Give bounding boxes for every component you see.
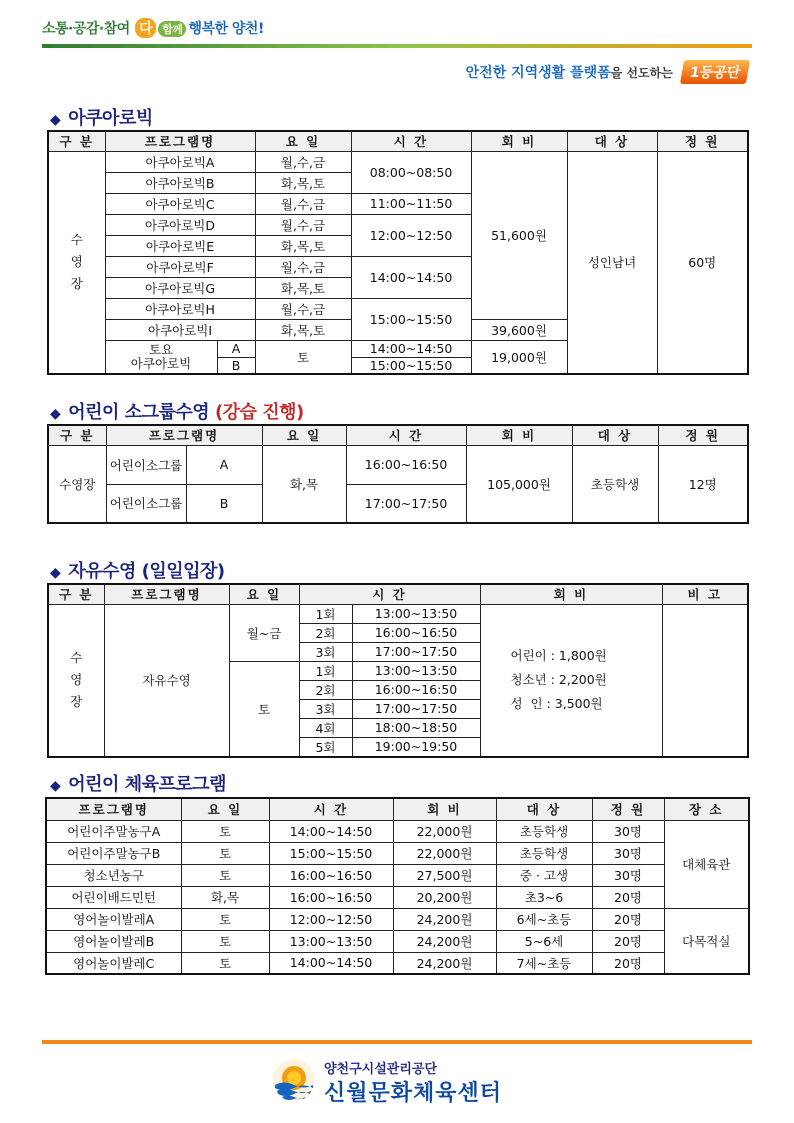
program-time: 16:00~16:50 [346,445,466,484]
sat-days: 토 [255,340,351,374]
section-title-kids-sports [50,770,226,796]
table-row [46,842,749,864]
program-time: 08:00~08:50 [351,151,471,193]
session-no: 1회 [299,661,352,680]
fee-line: 성 인 : 3,500원 [510,696,603,711]
col-header: 회 비 [466,425,572,445]
program-time: 12:00~12:50 [351,214,471,256]
division-cell [48,604,104,757]
program-name: 청소년농구 [46,864,181,886]
division-char: 영 [70,254,83,270]
program-time: 16:00~16:50 [269,864,393,886]
session-time: 13:00~13:50 [352,604,480,623]
program-fee: 22,000원 [393,820,496,842]
program-days: 토 [181,930,269,952]
program-name: 영어놀이발레B [46,930,181,952]
footer-org: 양천구시설관리공단 [324,1062,438,1077]
program-days: 화,목,토 [255,172,351,193]
footer-divider [42,1040,752,1044]
program-name: 아쿠아로빅E [105,235,255,256]
program-target: 초등학생 [572,445,658,523]
program-days: 월,수,금 [255,214,351,235]
program-days: 토 [229,661,299,757]
col-header: 비 고 [662,584,748,604]
session-time: 18:00~18:50 [352,718,480,737]
program-time: 14:00~14:50 [269,820,393,842]
section-title-text: 어린이 체육프로그램 [68,774,227,795]
table-row [46,930,749,952]
program-time: 16:00~16:50 [269,886,393,908]
col-header: 대 상 [496,798,592,820]
motto-leading: 을 선도하는 [610,66,673,80]
header-slogan [42,18,264,38]
col-header: 구 분 [48,425,106,445]
program-capacity: 30명 [592,842,664,864]
section-title-text: 자유수영 (일일입장) [68,561,225,582]
division-char: 수 [70,650,83,665]
note-cell [662,604,748,757]
program-target: 초등학생 [496,842,592,864]
program-days: 월~금 [229,604,299,661]
diamond-icon: ◆ [50,565,61,581]
session-time: 19:00~19:50 [352,737,480,757]
fee-line: 청소년 : 2,200원 [510,672,607,687]
program-capacity: 20명 [592,886,664,908]
col-header: 회 비 [393,798,496,820]
center-logo-icon [272,1058,316,1102]
session-time: 13:00~13:50 [352,661,480,680]
program-fee: 105,000원 [466,445,572,523]
program-time: 17:00~17:50 [346,484,466,523]
diamond-icon: ◆ [50,778,61,794]
program-days: 토 [181,908,269,930]
fee-cell [480,604,662,757]
col-header: 정 원 [657,131,748,151]
program-days: 화,목,토 [255,235,351,256]
program-days: 월,수,금 [255,193,351,214]
program-group: A [186,445,262,484]
col-header: 구 분 [48,584,104,604]
program-capacity: 20명 [592,930,664,952]
session-no: 3회 [299,642,352,661]
footer-center-name: 신월문화체육센터 [324,1081,503,1106]
sat-time: 15:00~15:50 [351,357,471,374]
col-header: 요 일 [229,584,299,604]
program-name: 아쿠아로빅I [105,319,255,340]
program-fee: 24,200원 [393,952,496,974]
col-header: 구 분 [48,131,105,151]
program-time: 14:00~14:50 [269,952,393,974]
program-days: 화,목 [181,886,269,908]
session-no: 5회 [299,737,352,757]
program-fee: 24,200원 [393,908,496,930]
diamond-icon: ◆ [50,112,61,128]
col-header: 요 일 [262,425,346,445]
program-fee: 51,600원 [471,151,567,319]
program-target: 7세~초등 [496,952,592,974]
motto-platform: 지역생활 플랫폼 [511,65,611,81]
col-header: 시 간 [351,131,471,151]
program-days: 화,목 [262,445,346,523]
program-fee: 22,000원 [393,842,496,864]
col-header: 시 간 [346,425,466,445]
col-header: 프로그램명 [105,131,255,151]
program-name: 자유수영 [104,604,229,757]
division-char: 영 [70,672,83,687]
program-capacity: 30명 [592,864,664,886]
program-name: 아쿠아로빅C [105,193,255,214]
header-divider [42,44,752,48]
sat-time: 14:00~14:50 [351,340,471,357]
col-header: 시 간 [299,584,480,604]
session-time: 17:00~17:50 [352,699,480,718]
program-days: 월,수,금 [255,298,351,319]
program-time: 12:00~12:50 [269,908,393,930]
col-header: 대 상 [572,425,658,445]
program-target: 6세~초등 [496,908,592,930]
program-target: 중 · 고생 [496,864,592,886]
session-no: 3회 [299,699,352,718]
program-name: 어린이소그룹 [106,445,186,484]
program-name: 영어놀이발레C [46,952,181,974]
col-header: 요 일 [181,798,269,820]
division-char: 장 [70,694,83,709]
program-days: 화,목,토 [255,319,351,340]
program-name: 아쿠아로빅B [105,172,255,193]
program-days: 월,수,금 [255,256,351,277]
program-name: 아쿠아로빅H [105,298,255,319]
section-title-kids-small [50,398,304,424]
program-fee: 20,200원 [393,886,496,908]
division-char: 수 [70,232,83,248]
program-fee: 39,600원 [471,319,567,340]
program-time: 15:00~15:50 [351,298,471,340]
col-header: 대 상 [567,131,657,151]
col-header: 정 원 [592,798,664,820]
session-time: 17:00~17:50 [352,642,480,661]
motto-badge: 1등공단 [680,60,751,84]
section-title-free [50,557,225,583]
section-title-aqua [50,104,153,130]
program-name: 어린이배드민턴 [46,886,181,908]
free-swim-table [47,583,749,758]
session-no: 4회 [299,718,352,737]
table-row [46,820,749,842]
program-name: 아쿠아로빅D [105,214,255,235]
col-header: 프로그램명 [104,584,229,604]
session-no: 2회 [299,680,352,699]
program-target: 초3~6 [496,886,592,908]
section-title-text: 아쿠아로빅 [68,108,153,129]
program-capacity: 20명 [592,952,664,974]
program-days: 화,목,토 [255,277,351,298]
aqua-table [47,130,749,375]
division-char: 장 [70,276,83,292]
slogan-happy: 행복한 양천! [188,21,264,37]
sat-name-line: 아쿠아로빅 [130,355,192,371]
program-target: 5~6세 [496,930,592,952]
program-time: 13:00~13:50 [269,930,393,952]
program-capacity: 20명 [592,908,664,930]
program-days: 월,수,금 [255,151,351,172]
col-header: 회 비 [471,131,567,151]
program-time: 14:00~14:50 [351,256,471,298]
col-header: 시 간 [269,798,393,820]
header-motto [466,60,748,84]
table-row [46,864,749,886]
fee-line: 어린이 : 1,800원 [510,648,607,663]
col-header: 회 비 [480,584,662,604]
col-header: 장 소 [664,798,749,820]
section-title-text: 어린이 소그룹수영 [68,402,210,423]
program-fee: 27,500원 [393,864,496,886]
diamond-icon: ◆ [50,406,61,422]
program-days: 토 [181,820,269,842]
program-place: 대체육관 [664,820,749,908]
slogan-da: 다 [135,18,156,38]
program-group: B [186,484,262,523]
sat-group: A [217,340,255,357]
program-name: 어린이주말농구A [46,820,181,842]
program-place: 다목적실 [664,908,749,974]
table-row [46,908,749,930]
slogan-text: 소통·공감·참여 [42,21,130,37]
program-name: 어린이주말농구B [46,842,181,864]
program-name: 어린이소그룹 [106,484,186,523]
program-name: 아쿠아로빅A [105,151,255,172]
division-cell [48,151,105,374]
slogan-hamkke: 함께 [158,21,186,37]
motto-safe: 안전한 [465,65,507,81]
col-header: 프로그램명 [46,798,181,820]
sat-fee: 19,000원 [471,340,567,374]
division-cell: 수영장 [48,445,106,523]
section-title-note: (강습 진행) [214,402,304,423]
program-time: 15:00~15:50 [269,842,393,864]
table-row [46,886,749,908]
col-header: 요 일 [255,131,351,151]
program-days: 토 [181,842,269,864]
table-row [46,952,749,974]
kids-sports-table [45,797,750,975]
program-days: 토 [181,952,269,974]
program-name: 아쿠아로빅G [105,277,255,298]
program-capacity: 60명 [657,151,748,374]
program-fee: 24,200원 [393,930,496,952]
program-time: 11:00~11:50 [351,193,471,214]
session-no: 2회 [299,623,352,642]
sat-program-name [105,340,217,374]
col-header: 정 원 [658,425,748,445]
program-target: 성인남녀 [567,151,657,374]
program-name: 아쿠아로빅F [105,256,255,277]
program-target: 초등학생 [496,820,592,842]
session-time: 16:00~16:50 [352,623,480,642]
kids-small-table [47,424,749,524]
session-no: 1회 [299,604,352,623]
sat-group: B [217,357,255,374]
program-capacity: 12명 [658,445,748,523]
sat-name-line: 토요 [148,341,174,357]
program-capacity: 30명 [592,820,664,842]
program-days: 토 [181,864,269,886]
program-name: 영어놀이발레A [46,908,181,930]
session-time: 16:00~16:50 [352,680,480,699]
col-header: 프로그램명 [106,425,262,445]
